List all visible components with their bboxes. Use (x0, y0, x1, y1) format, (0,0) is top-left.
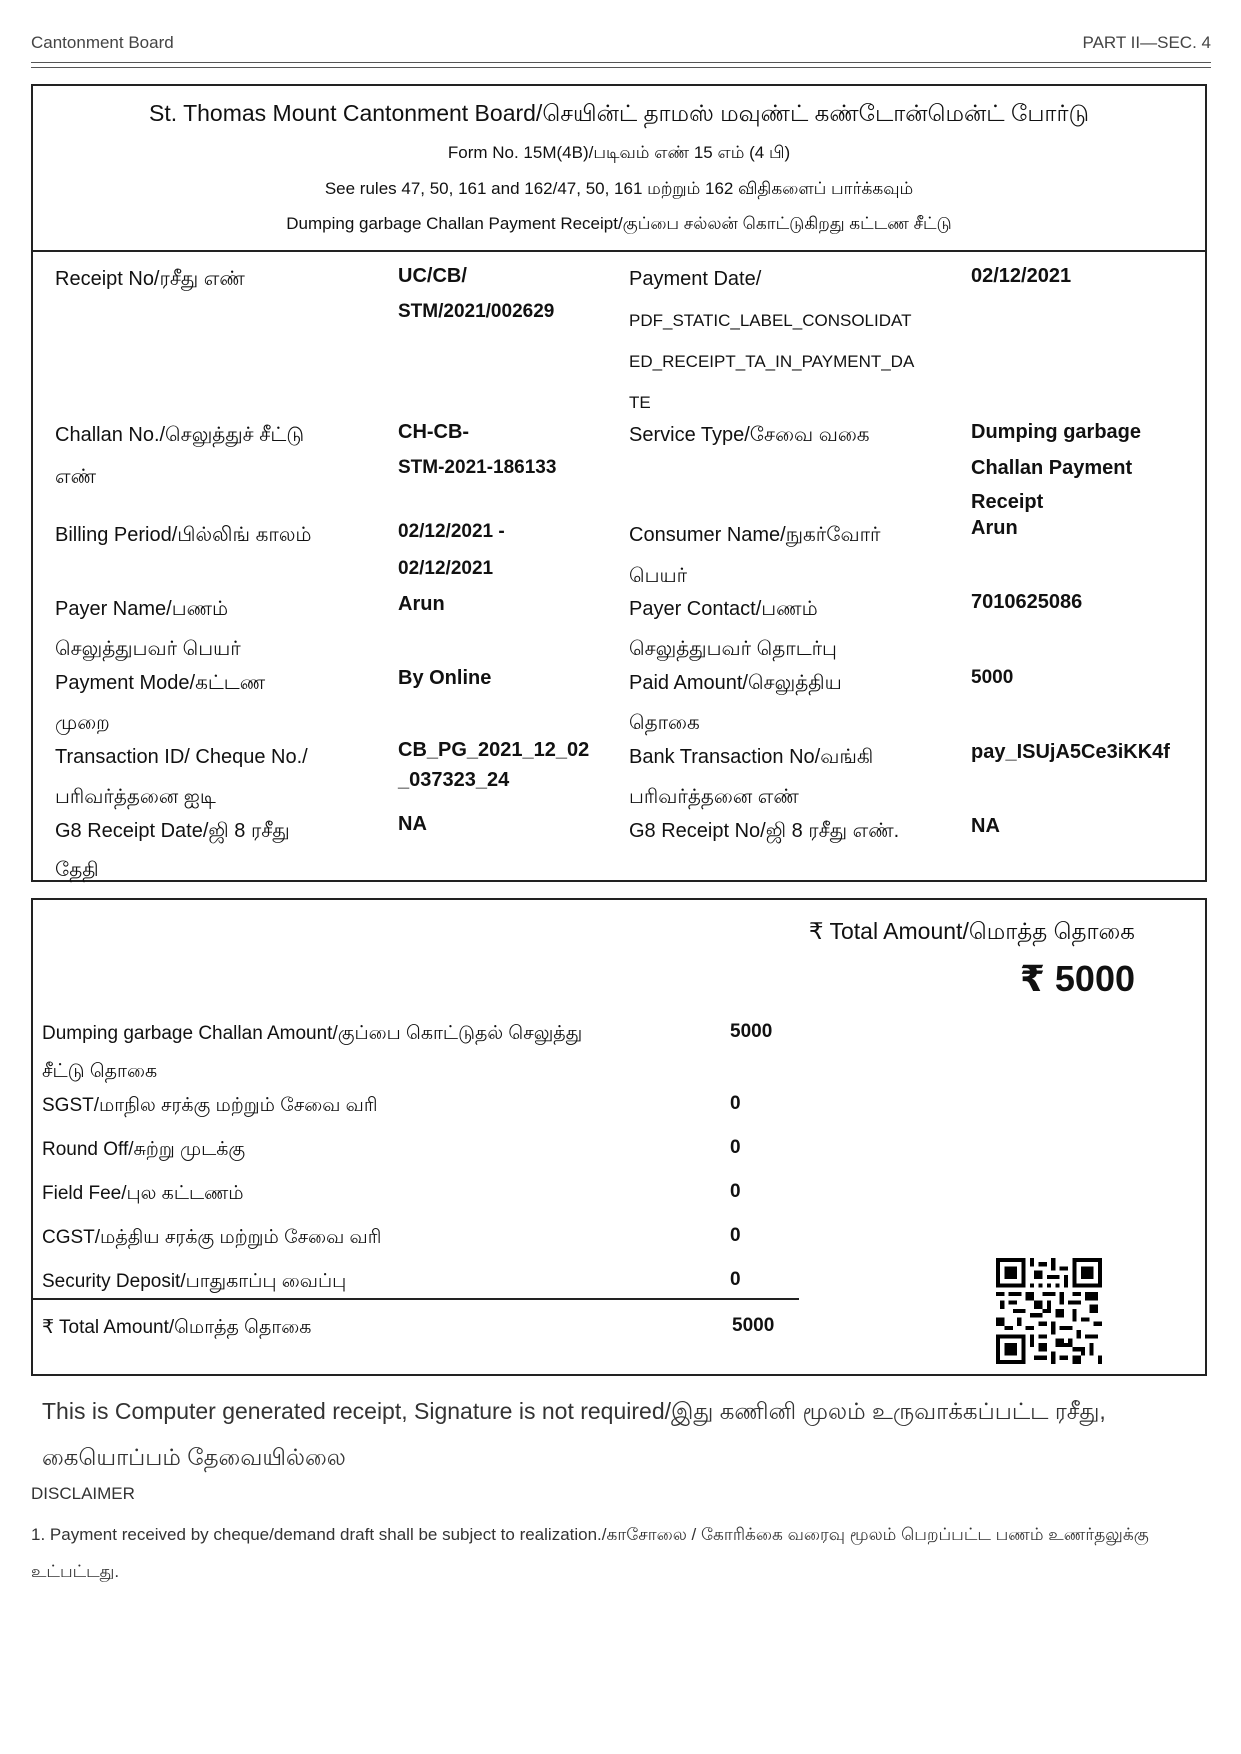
payer-contact-label: செலுத்துபவர் தொடர்பு (629, 638, 837, 660)
payment-date-label: PDF_STATIC_LABEL_CONSOLIDAT (629, 311, 912, 330)
transaction-id-value: CB_PG_2021_12_02 (398, 739, 590, 761)
breakdown-value: 0 (730, 1181, 741, 1202)
g8-receipt-no-label: G8 Receipt No/ஜி 8 ரசீது எண். (629, 820, 900, 842)
page-header-right: PART II—SEC. 4 (1082, 33, 1211, 52)
payment-date-label: Payment Date/ (629, 268, 762, 290)
paid-amount-label: Paid Amount/செலுத்திய (629, 672, 842, 694)
breakdown-value: 0 (730, 1269, 741, 1290)
payment-mode-label: Payment Mode/கட்டண (55, 672, 266, 694)
paid-amount-value: 5000 (971, 667, 1014, 688)
billing-period-value: 02/12/2021 - (398, 521, 505, 542)
challan-no-label: Challan No./செலுத்துச் சீட்டு (55, 424, 305, 446)
g8-receipt-date-label: G8 Receipt Date/ஜி 8 ரசீது (55, 820, 290, 842)
billing-period-label: Billing Period/பில்லிங் காலம் (55, 524, 312, 546)
bank-transaction-label: பரிவர்த்தனை எண் (629, 786, 799, 808)
consumer-name-label: பெயர் (629, 565, 688, 587)
breakdown-label: Security Deposit/பாதுகாப்பு வைப்பு (42, 1271, 347, 1292)
service-type-value: Receipt (971, 491, 1044, 513)
breakdown-label: CGST/மத்திய சரக்கு மற்றும் சேவை வரி (42, 1227, 382, 1248)
page-header-left: Cantonment Board (31, 33, 174, 52)
transaction-id-value: _037323_24 (398, 769, 510, 791)
total-divider (33, 1298, 799, 1300)
computer-generated-note: This is Computer generated receipt, Signature is not required/இது கணினி மூலம் உருவாக்கப்பட்ட ரசீது, கையொப்பம் தேவையில்லை (42, 1398, 1106, 1470)
form-number: Form No. 15M(4B)/படிவம் எண் 15 எம் (4 பி) (447, 143, 791, 162)
header-divider (31, 67, 1211, 68)
breakdown-label: SGST/மாநில சரக்கு மற்றும் சேவை வரி (42, 1095, 378, 1116)
grand-total-label: ₹ Total Amount/மொத்த தொகை (42, 1317, 312, 1338)
payment-mode-value: By Online (398, 667, 492, 689)
consumer-name-label: Consumer Name/நுகர்வோர் (629, 524, 881, 546)
g8-receipt-date-label: தேதி (55, 859, 99, 881)
payer-contact-value: 7010625086 (971, 591, 1083, 613)
total-amount-label: ₹ Total Amount/மொத்த தொகை (808, 918, 1135, 944)
service-type-value: Dumping garbage (971, 421, 1142, 443)
payer-name-label: செலுத்துபவர் பெயர் (55, 638, 241, 660)
breakdown-value: 0 (730, 1137, 741, 1158)
g8-receipt-date-value: NA (398, 813, 427, 835)
transaction-id-label: பரிவர்த்தனை ஐடி (55, 786, 216, 808)
rules-reference: See rules 47, 50, 161 and 162/47, 50, 161 மற்றும் 162 விதிகளைப் பார்க்கவும் (324, 179, 914, 198)
receipt-header (33, 86, 1205, 252)
receipt-no-value: UC/CB/ (398, 265, 467, 287)
breakdown-label: Dumping garbage Challan Amount/குப்பை கொட்டுதல் செலுத்து (42, 1023, 583, 1044)
header-divider (31, 62, 1211, 63)
payment-date-label: TE (629, 393, 651, 412)
service-type-value: Challan Payment (971, 457, 1133, 479)
payer-contact-label: Payer Contact/பணம் (629, 598, 818, 620)
paid-amount-label: தொகை (629, 712, 700, 734)
grand-total-value: 5000 (732, 1315, 775, 1336)
payer-name-value: Arun (398, 593, 445, 615)
payer-name-label: Payer Name/பணம் (55, 598, 229, 620)
breakdown-label: சீட்டு தொகை (42, 1061, 158, 1082)
receipt-no-label: Receipt No/ரசீது எண் (55, 268, 245, 290)
payment-mode-label: முறை (55, 712, 110, 734)
g8-receipt-no-value: NA (971, 815, 1000, 837)
qr-code (996, 1258, 1102, 1364)
challan-no-value: STM-2021-186133 (398, 457, 557, 478)
bank-transaction-label: Bank Transaction No/வங்கி (629, 746, 874, 768)
receipt-title: St. Thomas Mount Cantonment Board/செயின்ட் தாமஸ் மவுண்ட் கண்டோன்மென்ட் போர்டு (148, 100, 1089, 126)
total-amount-value: ₹ 5000 (1019, 958, 1135, 999)
challan-no-label: எண் (55, 466, 97, 488)
receipt-no-value: STM/2021/002629 (398, 301, 555, 322)
receipt-details-box (31, 84, 1207, 882)
payment-date-label: ED_RECEIPT_TA_IN_PAYMENT_DA (629, 352, 915, 371)
payment-date-value: 02/12/2021 (971, 265, 1072, 287)
bank-transaction-value: pay_ISUjA5Ce3iKK4f (971, 741, 1170, 763)
challan-no-value: CH-CB- (398, 421, 470, 443)
breakdown-value: 5000 (730, 1021, 773, 1042)
disclaimer-title: DISCLAIMER (31, 1484, 135, 1503)
breakdown-label: Round Off/சுற்று முடக்கு (42, 1139, 246, 1160)
breakdown-value: 0 (730, 1093, 741, 1114)
breakdown-label: Field Fee/புல கட்டணம் (42, 1183, 244, 1204)
receipt-type: Dumping garbage Challan Payment Receipt/குப்பை சல்லன் கொட்டுகிறது கட்டண சீட்டு (286, 214, 952, 233)
service-type-label: Service Type/சேவை வகை (629, 424, 870, 446)
amount-breakdown-box (31, 898, 1207, 1376)
consumer-name-value: Arun (971, 517, 1018, 539)
disclaimer-item: 1. Payment received by cheque/demand draft shall be subject to realization./காசோலை / கோரிக்கை வரைவு மூலம் பெறப்பட்ட பணம் உணர்தலுக்கு உட்பட்டது. (31, 1525, 1149, 1581)
transaction-id-label: Transaction ID/ Cheque No./ (55, 746, 308, 768)
breakdown-value: 0 (730, 1225, 741, 1246)
billing-period-value: 02/12/2021 (398, 558, 494, 579)
